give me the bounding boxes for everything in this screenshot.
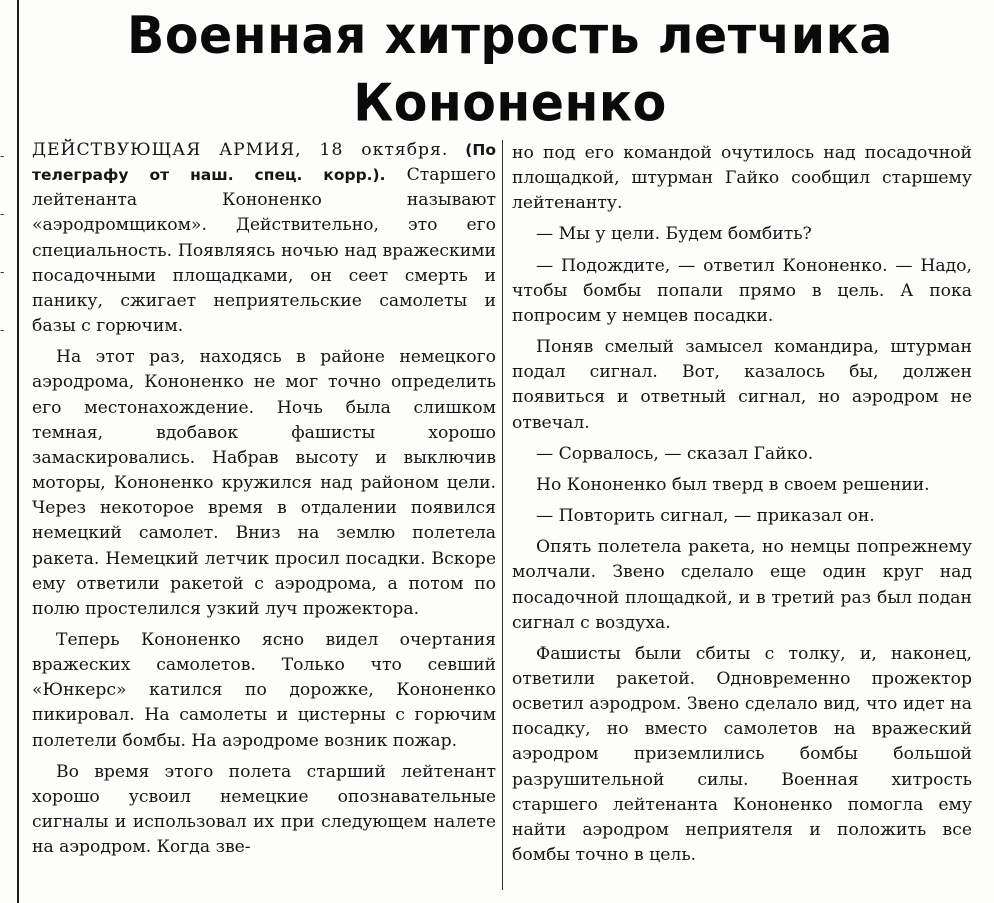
margin-fragment: -: [0, 265, 5, 280]
paragraph-text: Старшего лейтенанта Кононенко называют «аэродромщиком». Действительно, это его специальность. Появляясь ночью над вражескими посадочными площадками, он сеет смерть и панику, сжигает неприятельские самолеты и базы с горючим.: [32, 165, 496, 337]
margin-fragments: [0, 150, 14, 382]
paragraph: Поняв смелый замысел командира, штурман подал сигнал. Вот, казалось бы, должен появиться и ответный сигнал, но аэродром не отвечал.: [512, 337, 972, 433]
paragraph: На этот раз, находясь в районе немецкого аэродрома, Кононенко не мог точно определить его местонахождение. Ночь была слишком темная, вдобавок фашисты хорошо замаскировались. Набрав высоту и выключив моторы, Кононенко кружился над районом цели. Через некоторое время в отдалении появился немецкий самолет. Вниз на землю полетела ракета. Немецкий летчик просил посадки. Вскоре ему ответили ракетой с аэродрома, а потом по полю простелился узкий луч прожектора.: [32, 347, 496, 619]
dialogue-line: — Сорвалось, — сказал Гайко.: [536, 443, 814, 464]
paragraph: но под его командой очутилось над посадочной площадкой, штурман Гайко сообщил старшему лейтенанту.: [512, 143, 972, 214]
headline-line-2: Кононенко: [353, 73, 667, 134]
right-column: [512, 141, 972, 874]
paragraph: Во время этого полета старший лейтенант хорошо усвоил немецкие опознавательные сигналы и использовал их при следующем налете на аэродром. Когда зве-: [32, 761, 496, 858]
dialogue-line: — Подождите, — ответил Кононенко. — Надо, чтобы бомбы попали прямо в цель. А пока попросим у немцев посадки.: [512, 255, 972, 326]
dialogue-line: — Повторить сигнал, — приказал он.: [536, 506, 875, 527]
byline: (По телеграфу от наш. спец. корр.).: [32, 141, 496, 185]
dialogue-line: — Мы у цели. Будем бомбить?: [536, 224, 812, 245]
left-column: [32, 138, 496, 866]
paragraph: Но Кононенко был тверд в своем решении.: [536, 474, 930, 495]
left-column-rule: [17, 0, 19, 903]
headline-line-1: Военная хитрость летчика: [127, 5, 893, 66]
paragraph: Фашисты были сбиты с толку, и, наконец, ответили ракетой. Одновременно прожектор осветил аэродром. Звено сделало вид, что идет на посадку, но вместо самолетов на вражеский аэродром приземлились бомбы большой разрушительной силы. Военная хитрость старшего лейтенанта Кононенко помогла ему найти аэродром неприятеля и положить все бомбы точно в цель.: [512, 643, 972, 866]
margin-fragment: -: [0, 149, 5, 164]
margin-fragment: -: [0, 323, 5, 338]
article-headline: [40, 2, 980, 138]
lead-paragraph: [32, 138, 496, 339]
column-divider: [502, 140, 503, 890]
paragraph: Опять полетела ракета, но немцы попрежнему молчали. Звено сделало еще один круг над посадочной площадкой, и в третий раз был подан сигнал с воздуха.: [512, 537, 972, 633]
dateline: ДЕЙСТВУЮЩАЯ АРМИЯ, 18 октября.: [32, 140, 449, 160]
paragraph: Теперь Кононенко ясно видел очертания вражеских самолетов. Только что севший «Юнкерс» катился по дорожке, Кононенко пикировал. На самолеты и цистерны с горючим полетели бомбы. На аэродроме возник пожар.: [32, 629, 496, 751]
margin-fragment: -: [0, 207, 5, 222]
